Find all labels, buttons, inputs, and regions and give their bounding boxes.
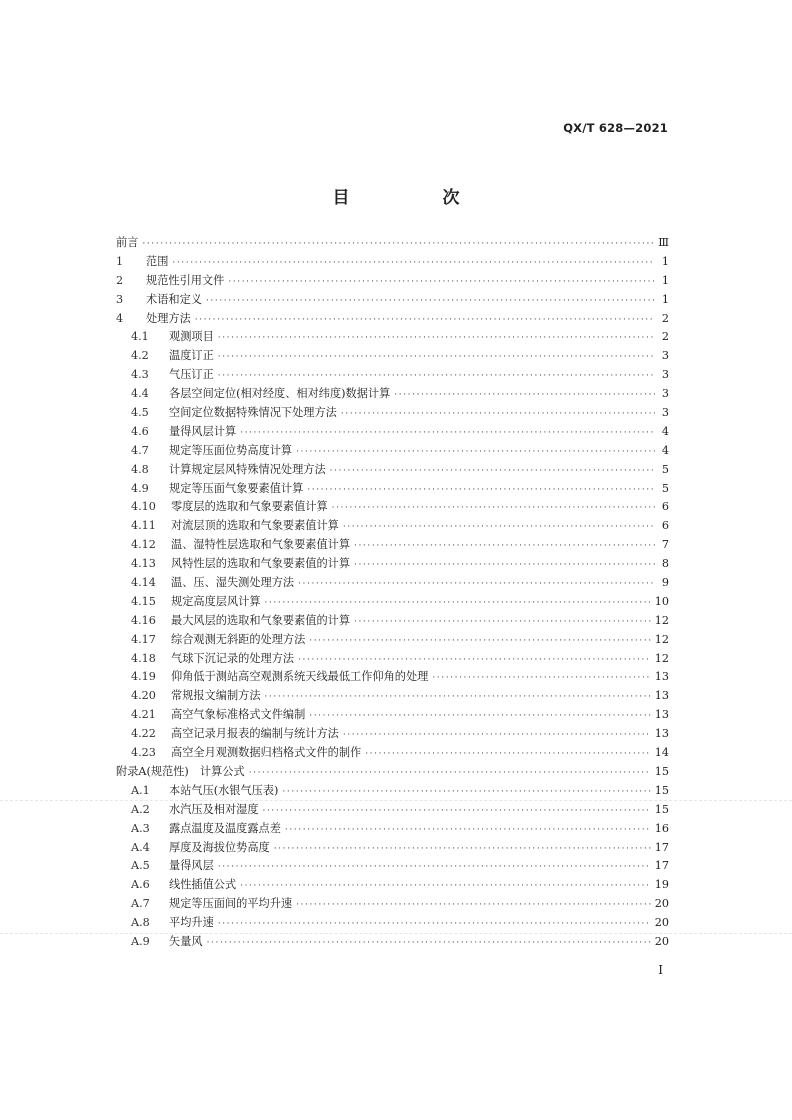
toc-entry-number: 4.21 — [131, 708, 156, 722]
toc-entry-number: 4.11 — [131, 519, 156, 533]
toc-entry[interactable] — [116, 631, 669, 650]
toc-entry[interactable] — [116, 574, 669, 593]
toc-entry-page: 4 — [661, 443, 669, 457]
toc-entry-number: A.8 — [131, 916, 150, 930]
toc-entry-title: 高空全月观测数据归档格式文件的制作 — [171, 746, 362, 760]
toc-entry-page: 20 — [654, 916, 669, 930]
toc-entry[interactable] — [116, 612, 669, 631]
toc-entry-page: 2 — [661, 311, 669, 325]
toc-leader-dots — [206, 296, 655, 306]
toc-entry-page: 15 — [654, 783, 669, 797]
toc-entry-title: 空间定位数据特殊情况下处理方法 — [169, 406, 337, 420]
toc-leader-dots — [218, 862, 651, 872]
toc-entry-number: A.5 — [131, 859, 150, 873]
toc-entry-title: 仰角低于测站高空观测系统天线最低工作仰角的处理 — [171, 670, 429, 684]
toc-entry-title: 矢量风 — [169, 934, 203, 948]
toc-entry[interactable] — [116, 820, 669, 839]
toc-leader-dots — [218, 371, 655, 381]
toc-leader-dots — [265, 692, 651, 702]
toc-entry[interactable] — [116, 291, 669, 310]
toc-leader-dots — [282, 787, 650, 797]
toc-leader-dots — [298, 655, 651, 665]
toc-entry-number: 3 — [116, 292, 124, 306]
toc-entry-number: 4.1 — [131, 330, 149, 344]
toc-leader-dots — [274, 844, 651, 854]
toc-entry-page: 6 — [661, 519, 669, 533]
toc-entry[interactable] — [116, 801, 669, 820]
toc-entry-title: 高空气象标准格式文件编制 — [171, 708, 306, 722]
toc-entry-page: 3 — [661, 387, 669, 401]
toc-entry[interactable] — [116, 839, 669, 858]
toc-entry[interactable] — [116, 650, 669, 669]
toc-entry[interactable] — [116, 876, 669, 895]
toc-entry-title: 温度订正 — [169, 349, 214, 363]
toc-entry-title: 范围 — [146, 254, 169, 268]
toc-entry-page: 2 — [661, 330, 669, 344]
toc-leader-dots — [332, 503, 655, 513]
toc-entry-number: 4.7 — [131, 443, 149, 457]
toc-entry-page: 20 — [654, 934, 669, 948]
toc-entry-number: 4 — [116, 311, 124, 325]
toc-entry[interactable] — [116, 423, 669, 442]
toc-leader-dots — [309, 711, 650, 721]
toc-entry-page: 3 — [661, 368, 669, 382]
toc-entry-page: 7 — [661, 538, 669, 552]
toc-entry[interactable] — [116, 555, 669, 574]
toc-leader-dots — [263, 806, 651, 816]
toc-entry-title: 综合观测无斜距的处理方法 — [171, 632, 306, 646]
toc-entry-page: 19 — [654, 878, 669, 892]
toc-entry-number: 4.6 — [131, 424, 149, 438]
toc-entry[interactable] — [116, 461, 669, 480]
toc-entry-title: 量得风层 — [169, 859, 214, 873]
toc-leader-dots — [207, 938, 651, 948]
toc-entry[interactable] — [116, 593, 669, 612]
toc-leader-dots — [218, 919, 651, 929]
toc-entry-number: 4.9 — [131, 481, 149, 495]
toc-entry-page: 6 — [661, 500, 669, 514]
footer-page-number: I — [658, 963, 663, 977]
toc-entry-title: 规定等压面气象要素值计算 — [169, 481, 304, 495]
toc-leader-dots — [432, 673, 650, 683]
toc-entry[interactable] — [116, 272, 669, 291]
toc-entry-page: 12 — [654, 613, 669, 627]
toc-entry-number: 4.16 — [131, 613, 156, 627]
toc-leader-dots — [298, 579, 655, 589]
toc-entry-number: 4.8 — [131, 462, 149, 476]
toc-entry-page: 3 — [661, 349, 669, 363]
table-of-contents — [116, 234, 669, 952]
toc-entry-title: 计算规定层风特殊情况处理方法 — [169, 462, 326, 476]
toc-entry-page: 17 — [654, 859, 669, 873]
toc-entry[interactable] — [116, 933, 669, 952]
toc-leader-dots — [240, 428, 655, 438]
toc-entry[interactable] — [116, 366, 669, 385]
toc-leader-dots — [307, 485, 655, 495]
toc-entry-page: 17 — [654, 840, 669, 854]
toc-entry-number: 4.19 — [131, 670, 156, 684]
toc-entry[interactable] — [116, 536, 669, 555]
toc-leader-dots — [249, 768, 651, 778]
toc-entry-title: 高空记录月报表的编制与统计方法 — [171, 727, 339, 741]
toc-leader-dots — [365, 749, 651, 759]
toc-entry[interactable] — [116, 310, 669, 329]
toc-entry-number: 4.20 — [131, 689, 156, 703]
toc-leader-dots — [354, 560, 655, 570]
toc-entry-title: 温、压、湿失测处理方法 — [171, 576, 295, 590]
toc-leader-dots — [330, 466, 655, 476]
toc-entry[interactable] — [116, 480, 669, 499]
toc-entry-page: 13 — [654, 708, 669, 722]
toc-entry-number: A.6 — [131, 878, 150, 892]
toc-entry-title: 规定高度层风计算 — [171, 594, 261, 608]
toc-entry-page: 3 — [661, 406, 669, 420]
toc-entry[interactable] — [116, 763, 669, 782]
toc-leader-dots — [142, 239, 654, 249]
toc-entry-number: A.3 — [131, 821, 150, 835]
toc-entry-page: 8 — [661, 557, 669, 571]
toc-entry-title: 温、湿特性层选取和气象要素值计算 — [171, 538, 351, 552]
toc-entry-page: 12 — [654, 651, 669, 665]
toc-entry-title: 水汽压及相对湿度 — [169, 802, 259, 816]
page-title: 目 次 — [332, 188, 498, 208]
toc-entry[interactable] — [116, 442, 669, 461]
toc-entry-number: 4.12 — [131, 538, 156, 552]
toc-entry[interactable] — [116, 668, 669, 687]
toc-entry-title: 对流层顶的选取和气象要素值计算 — [171, 519, 339, 533]
toc-entry[interactable] — [116, 687, 669, 706]
toc-entry-page: 13 — [654, 670, 669, 684]
toc-entry-number: 2 — [116, 273, 124, 287]
toc-entry-number: 4.23 — [131, 746, 156, 760]
toc-entry[interactable] — [116, 782, 669, 801]
toc-entry[interactable] — [116, 895, 669, 914]
toc-entry-page: 15 — [654, 802, 669, 816]
toc-entry-number: 4.2 — [131, 349, 149, 363]
toc-entry-number: A.9 — [131, 934, 150, 948]
toc-entry[interactable] — [116, 914, 669, 933]
toc-entry[interactable] — [116, 744, 669, 763]
toc-entry-title: 最大风层的选取和气象要素值的计算 — [171, 613, 351, 627]
toc-entry-page: 16 — [654, 821, 669, 835]
toc-leader-dots — [354, 617, 651, 627]
toc-leader-dots — [265, 598, 651, 608]
toc-entry[interactable] — [116, 857, 669, 876]
toc-leader-dots — [354, 541, 655, 551]
toc-entry-number: 4.14 — [131, 576, 156, 590]
toc-entry[interactable] — [116, 706, 669, 725]
toc-entry-title: 常规报文编制方法 — [171, 689, 261, 703]
toc-leader-dots — [172, 258, 655, 268]
toc-entry-page: 12 — [654, 632, 669, 646]
toc-entry[interactable] — [116, 498, 669, 517]
toc-entry-title: 气压订正 — [169, 368, 214, 382]
toc-entry-title: 观测项目 — [169, 330, 214, 344]
fold-line — [0, 933, 792, 934]
toc-leader-dots — [296, 900, 651, 910]
toc-entry-number: 4.15 — [131, 594, 156, 608]
toc-entry-number: A.7 — [131, 897, 150, 911]
toc-leader-dots — [240, 881, 651, 891]
toc-entry-title: 线性插值公式 — [169, 878, 237, 892]
toc-entry-page: 9 — [661, 576, 669, 590]
toc-entry-number: 4.3 — [131, 368, 149, 382]
toc-entry-number: A.2 — [131, 802, 150, 816]
toc-leader-dots — [341, 409, 655, 419]
toc-entry-page: 5 — [661, 481, 669, 495]
toc-entry-page: 1 — [661, 254, 669, 268]
toc-entry-title: 规定等压面位势高度计算 — [169, 443, 293, 457]
toc-leader-dots — [285, 825, 651, 835]
toc-entry-title: 气球下沉记录的处理方法 — [171, 651, 295, 665]
toc-entry-title: 厚度及海拔位势高度 — [169, 840, 270, 854]
toc-leader-dots — [309, 636, 650, 646]
toc-leader-dots — [296, 447, 655, 457]
toc-entry-number: 4.4 — [131, 387, 149, 401]
toc-entry-number: A.1 — [131, 783, 150, 797]
toc-entry-title: 前言 — [116, 236, 139, 249]
toc-entry-page: 13 — [654, 727, 669, 741]
toc-entry-number: 4.17 — [131, 632, 156, 646]
toc-leader-dots — [195, 315, 655, 325]
toc-leader-dots — [343, 730, 651, 740]
toc-entry[interactable] — [116, 328, 669, 347]
toc-leader-dots — [218, 352, 655, 362]
toc-entry-page: 15 — [654, 764, 669, 778]
toc-leader-dots — [343, 522, 655, 532]
toc-entry-number: 4.18 — [131, 651, 156, 665]
toc-entry-title: 量得风层计算 — [169, 424, 237, 438]
toc-entry-number: 4.22 — [131, 727, 156, 741]
toc-entry-title: 本站气压(水银气压表) — [169, 783, 279, 797]
toc-leader-dots — [218, 333, 655, 343]
toc-entry-title: 处理方法 — [146, 311, 191, 325]
toc-leader-dots — [228, 277, 655, 287]
toc-entry[interactable] — [116, 253, 669, 272]
toc-entry[interactable] — [116, 385, 669, 404]
toc-entry-title: 风特性层的选取和气象要素值的计算 — [171, 557, 351, 571]
toc-entry-number: 4.13 — [131, 557, 156, 571]
toc-entry[interactable] — [116, 347, 669, 366]
toc-entry-title: 术语和定义 — [146, 292, 202, 306]
toc-entry[interactable] — [116, 404, 669, 423]
toc-entry-page: 5 — [661, 462, 669, 476]
toc-entry-title: 规定等压面间的平均升速 — [169, 897, 293, 911]
toc-entry-page: 20 — [654, 897, 669, 911]
toc-entry-title: 各层空间定位(相对经度、相对纬度)数据计算 — [169, 387, 391, 401]
toc-entry-number: A.4 — [131, 840, 150, 854]
toc-entry-title: 附录A(规范性) 计算公式 — [116, 764, 245, 778]
toc-entry-page: Ⅲ — [658, 236, 669, 249]
toc-entry-page: 14 — [654, 746, 669, 760]
toc-entry-number: 1 — [116, 254, 124, 268]
toc-entry[interactable] — [116, 234, 669, 253]
toc-entry-title: 露点温度及温度露点差 — [169, 821, 281, 835]
toc-entry-page: 13 — [654, 689, 669, 703]
toc-entry[interactable] — [116, 725, 669, 744]
standard-code: QX/T 628—2021 — [563, 121, 668, 135]
toc-entry-number: 4.5 — [131, 406, 149, 420]
toc-entry-number: 4.10 — [131, 500, 156, 514]
toc-entry-page: 10 — [654, 594, 669, 608]
toc-entry[interactable] — [116, 517, 669, 536]
toc-entry-page: 4 — [661, 424, 669, 438]
toc-leader-dots — [394, 390, 655, 400]
toc-entry-title: 规范性引用文件 — [146, 273, 225, 287]
toc-entry-page: 1 — [661, 273, 669, 287]
toc-entry-title: 零度层的选取和气象要素值计算 — [171, 500, 328, 514]
toc-entry-page: 1 — [661, 292, 669, 306]
toc-entry-title: 平均升速 — [169, 916, 214, 930]
fold-line — [0, 800, 792, 801]
